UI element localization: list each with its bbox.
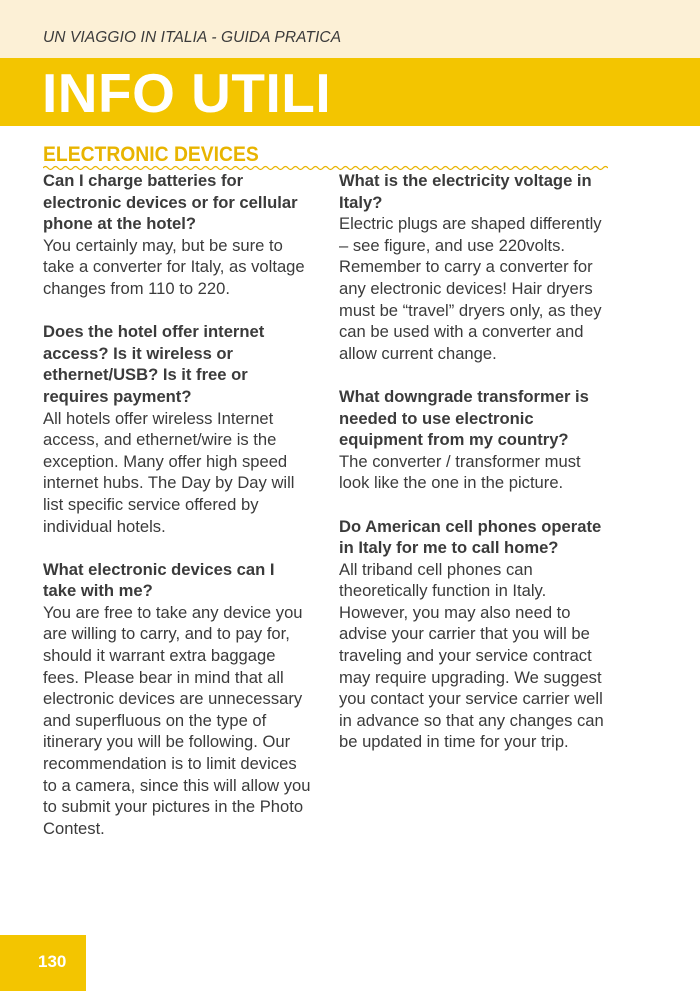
- question: Does the hotel offer internet access? Is it wireless or ethernet/USB? Is it free or requires payment?: [43, 322, 265, 406]
- answer: All triband cell phones can theoretically function in Italy. However, you may also need to advise your carrier that you will be traveling and your service contract may require upgrading. We suggest you contact your service carrier well in advance so that any changes can be updated in time for your trip.: [339, 559, 604, 752]
- answer: Electric plugs are shaped differently – see figure, and use 220volts. Remember to carry a converter for any electronic devices! Hair dryers must be “travel” dryers only, as they can be used with a converter and allow current change.: [339, 214, 602, 363]
- question: What downgrade transformer is needed to use electronic equipment from my country?: [339, 386, 589, 450]
- page-title: INFO UTILI: [42, 62, 332, 124]
- running-header: UN VIAGGIO IN ITALIA - GUIDA PRATICA: [43, 29, 342, 46]
- answer: All hotels offer wireless Internet access, and ethernet/wire is the exception. Many offer high speed internet hubs. The Day by Day will list specific service offered by individual hotels.: [43, 408, 295, 536]
- section-heading: ELECTRONIC DEVICES: [43, 143, 259, 166]
- qa-item: [339, 386, 611, 494]
- qa-item: [339, 516, 611, 754]
- qa-item: [43, 559, 311, 840]
- answer: You are free to take any device you are willing to carry, and to pay for, should it warrant extra baggage fees. Please bear in mind that all electronic devices are unnecessary and superfluous on the type of itinerary you will be following. Our recommendation is to limit devices to a camera, since this will allow you to submit your pictures in the Photo Contest.: [43, 602, 311, 838]
- right-column: [339, 170, 611, 775]
- qa-item: [43, 321, 311, 537]
- qa-item: [339, 170, 611, 364]
- question: What electronic devices can I take with me?: [43, 559, 275, 601]
- answer: The converter / transformer must look like the one in the picture.: [339, 451, 581, 493]
- left-column: [43, 170, 311, 861]
- answer: You certainly may, but be sure to take a converter for Italy, as voltage changes from 110 to 220.: [43, 235, 305, 298]
- page-number: 130: [38, 952, 67, 971]
- question: Do American cell phones operate in Italy for me to call home?: [339, 516, 602, 558]
- question: Can I charge batteries for electronic devices or for cellular phone at the hotel?: [43, 171, 298, 234]
- qa-item: [43, 170, 311, 300]
- question: What is the electricity voltage in Italy?: [339, 171, 592, 212]
